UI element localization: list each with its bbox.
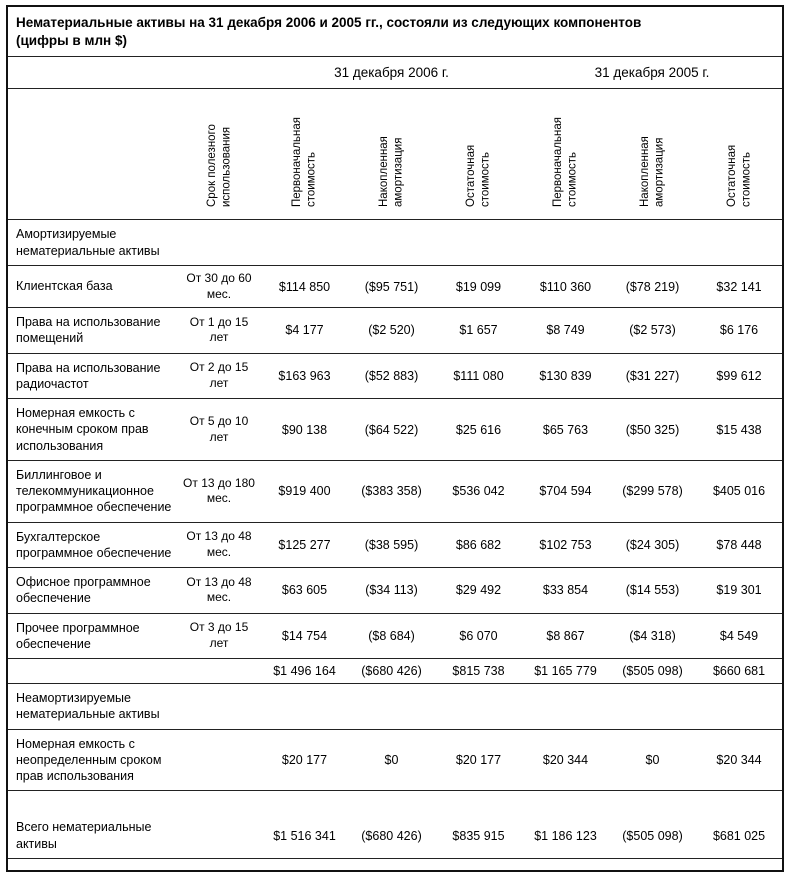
value-cell	[696, 684, 783, 730]
value-cell: $163 963	[261, 353, 348, 399]
value-cell: $102 753	[522, 522, 609, 568]
value-cell	[609, 684, 696, 730]
value-cell: $4 177	[261, 308, 348, 354]
total-row	[7, 813, 783, 858]
subtotal-row	[7, 659, 783, 684]
year-header-spacer	[7, 57, 261, 89]
value-cell: $32 141	[696, 265, 783, 307]
section-row-amortizable	[7, 220, 783, 266]
term-header-text: Срок полезного использования	[205, 124, 232, 208]
value-cell: ($78 219)	[609, 265, 696, 307]
spacer-cell	[7, 858, 783, 871]
title-line-1: Нематериальные активы на 31 декабря 2006 и 2005 гг., состояли из следующих компонентов	[16, 15, 642, 30]
total-label: Всего нематериальные активы	[7, 813, 177, 858]
col-header-2005-initial: Первоначальная стоимость	[522, 89, 609, 220]
table-row	[7, 568, 783, 614]
table-row	[7, 308, 783, 354]
value-cell: ($2 573)	[609, 308, 696, 354]
value-cell: ($505 098)	[609, 813, 696, 858]
spacer-cell	[7, 791, 783, 814]
value-cell: $130 839	[522, 353, 609, 399]
term-cell: От 3 до 15 лет	[177, 613, 261, 659]
table-row	[7, 265, 783, 307]
label-column-header	[7, 89, 177, 220]
term-cell: От 13 до 48 мес.	[177, 568, 261, 614]
value-cell: ($24 305)	[609, 522, 696, 568]
value-cell: $25 616	[435, 399, 522, 461]
term-cell: От 30 до 60 мес.	[177, 265, 261, 307]
value-cell: ($14 553)	[609, 568, 696, 614]
value-cell: $681 025	[696, 813, 783, 858]
value-cell: ($2 520)	[348, 308, 435, 354]
term-cell: От 1 до 15 лет	[177, 308, 261, 354]
value-cell: $110 360	[522, 265, 609, 307]
value-cell: $6 176	[696, 308, 783, 354]
year-header-2005: 31 декабря 2005 г.	[522, 57, 783, 89]
value-cell: ($34 113)	[348, 568, 435, 614]
value-cell: $815 738	[435, 659, 522, 684]
term-column-header	[177, 89, 261, 220]
row-label: Номерная емкость с неопределенным сроком прав использования	[7, 729, 177, 791]
row-label: Прочее программное обеспечение	[7, 613, 177, 659]
value-cell	[609, 220, 696, 266]
value-cell: ($680 426)	[348, 813, 435, 858]
table-row	[7, 399, 783, 461]
value-cell: $919 400	[261, 460, 348, 522]
term-cell	[177, 220, 261, 266]
value-cell: ($38 595)	[348, 522, 435, 568]
value-cell: $1 186 123	[522, 813, 609, 858]
value-cell: ($383 358)	[348, 460, 435, 522]
value-cell	[696, 220, 783, 266]
term-cell: От 13 до 48 мес.	[177, 522, 261, 568]
table-row	[7, 729, 783, 791]
end-spacer-row	[7, 858, 783, 871]
value-cell: $1 657	[435, 308, 522, 354]
row-label: Права на использование помещений	[7, 308, 177, 354]
value-cell	[522, 220, 609, 266]
row-label: Бухгалтерское программное обеспечение	[7, 522, 177, 568]
value-cell	[435, 684, 522, 730]
value-cell: $20 177	[261, 729, 348, 791]
value-cell: $20 344	[522, 729, 609, 791]
table-row	[7, 353, 783, 399]
row-label: Клиентская база	[7, 265, 177, 307]
value-cell: $1 165 779	[522, 659, 609, 684]
value-cell: ($4 318)	[609, 613, 696, 659]
term-cell	[177, 659, 261, 684]
value-cell	[522, 684, 609, 730]
col-header-2006-residual: Остаточная стоимость	[435, 89, 522, 220]
term-cell: От 13 до 180 мес.	[177, 460, 261, 522]
col-header-2006-initial: Первоначальная стоимость	[261, 89, 348, 220]
value-cell: $6 070	[435, 613, 522, 659]
table-row	[7, 522, 783, 568]
value-cell: $8 867	[522, 613, 609, 659]
value-cell: $0	[348, 729, 435, 791]
section-label: Амортизируемые нематериальные активы	[7, 220, 177, 266]
value-cell: $660 681	[696, 659, 783, 684]
value-cell: ($505 098)	[609, 659, 696, 684]
row-label: Биллинговое и телекоммуникационное программное обеспечение	[7, 460, 177, 522]
col-header-2006-amortization: Накопленная амортизация	[348, 89, 435, 220]
title-row	[7, 6, 783, 57]
section-label: Неамортизируемые нематериальные активы	[7, 684, 177, 730]
value-cell: $8 749	[522, 308, 609, 354]
value-cell: ($95 751)	[348, 265, 435, 307]
value-cell: $0	[609, 729, 696, 791]
term-cell: От 2 до 15 лет	[177, 353, 261, 399]
year-header-2006: 31 декабря 2006 г.	[261, 57, 522, 89]
value-cell: ($8 684)	[348, 613, 435, 659]
value-cell: ($299 578)	[609, 460, 696, 522]
value-cell: $33 854	[522, 568, 609, 614]
term-cell	[177, 729, 261, 791]
value-cell: $19 099	[435, 265, 522, 307]
value-cell: $29 492	[435, 568, 522, 614]
value-cell: $1 516 341	[261, 813, 348, 858]
value-cell	[348, 220, 435, 266]
value-cell: $704 594	[522, 460, 609, 522]
table-row	[7, 460, 783, 522]
value-cell: $90 138	[261, 399, 348, 461]
value-cell: $125 277	[261, 522, 348, 568]
value-cell: $14 754	[261, 613, 348, 659]
value-cell	[261, 220, 348, 266]
table-row	[7, 613, 783, 659]
value-cell: $63 605	[261, 568, 348, 614]
term-cell	[177, 813, 261, 858]
value-cell: ($64 522)	[348, 399, 435, 461]
value-cell: ($680 426)	[348, 659, 435, 684]
row-label: Права на использование радиочастот	[7, 353, 177, 399]
spacer-row	[7, 791, 783, 814]
term-cell	[177, 684, 261, 730]
value-cell	[348, 684, 435, 730]
value-cell: $19 301	[696, 568, 783, 614]
col-header-2005-amortization: Накопленная амортизация	[609, 89, 696, 220]
section-row-non-amortizable	[7, 684, 783, 730]
value-cell: $405 016	[696, 460, 783, 522]
value-cell: $835 915	[435, 813, 522, 858]
value-cell: $536 042	[435, 460, 522, 522]
value-cell: ($31 227)	[609, 353, 696, 399]
term-cell: От 5 до 10 лет	[177, 399, 261, 461]
col-header-2005-residual: Остаточная стоимость	[696, 89, 783, 220]
column-header-row	[7, 89, 783, 220]
value-cell: ($52 883)	[348, 353, 435, 399]
value-cell: $65 763	[522, 399, 609, 461]
value-cell: $15 438	[696, 399, 783, 461]
value-cell: $114 850	[261, 265, 348, 307]
value-cell: $4 549	[696, 613, 783, 659]
value-cell: ($50 325)	[609, 399, 696, 461]
value-cell	[435, 220, 522, 266]
row-label	[7, 659, 177, 684]
title-line-2: (цифры в млн $)	[16, 33, 127, 49]
table-title	[7, 6, 783, 57]
value-cell: $86 682	[435, 522, 522, 568]
value-cell	[261, 684, 348, 730]
value-cell: $99 612	[696, 353, 783, 399]
row-label: Офисное программное обеспечение	[7, 568, 177, 614]
row-label: Номерная емкость с конечным сроком прав использования	[7, 399, 177, 461]
value-cell: $20 344	[696, 729, 783, 791]
intangible-assets-table	[6, 5, 784, 872]
value-cell: $20 177	[435, 729, 522, 791]
value-cell: $1 496 164	[261, 659, 348, 684]
value-cell: $78 448	[696, 522, 783, 568]
year-header-row	[7, 57, 783, 89]
value-cell: $111 080	[435, 353, 522, 399]
